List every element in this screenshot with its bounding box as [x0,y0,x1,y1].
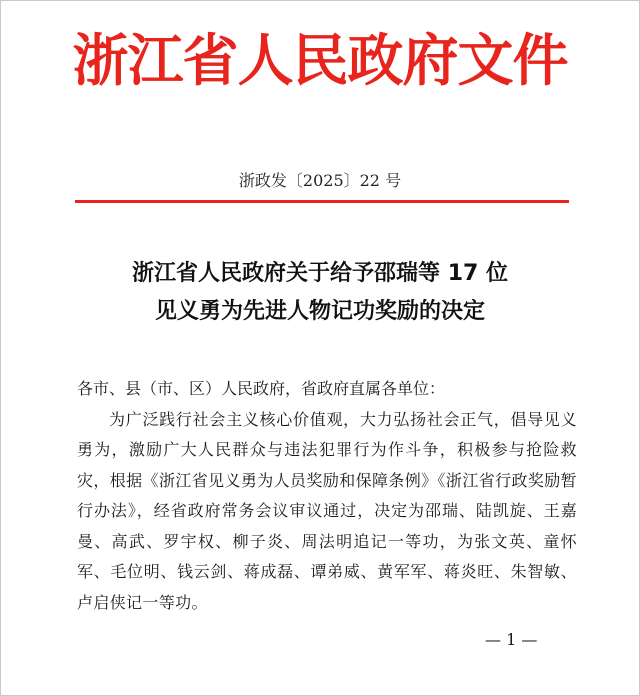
title-line-2: 见义勇为先进人物记功奖励的决定 [154,299,485,324]
title-line-1: 浙江省人民政府关于给予邵瑞等 17 位 [132,261,508,286]
document-title [1,255,639,331]
addressee-line: 各市、县（市、区）人民政府，省政府直属各单位： [77,379,446,398]
document-body [77,374,577,618]
page-number: — 1 — [485,630,538,649]
red-separator-line [75,200,569,203]
document-masthead: 浙江省人民政府文件 [72,29,568,94]
body-paragraph: 为广泛践行社会主义核心价值观，大力弘扬社会正气，倡导见义勇为，激励广大人民群众与违法犯罪行为作斗争，积极参与抢险救灾，根据《浙江省见义勇为人员奖励和保障条例》《浙江省行政奖励暂行办法》，经省政府常务会议审议通过，决定为邵瑞、陆凯旋、王嘉曼、高武、罗宇权、柳子炎、周法明追记一等功，为张文英、童怀军、毛位明、钱云剑、蒋成磊、谭弟威、黄军军、蒋炎旺、朱智敏、卢启侠记一等功。 [77,409,577,612]
document-number: 浙政发〔2025〕22 号 [238,171,402,190]
